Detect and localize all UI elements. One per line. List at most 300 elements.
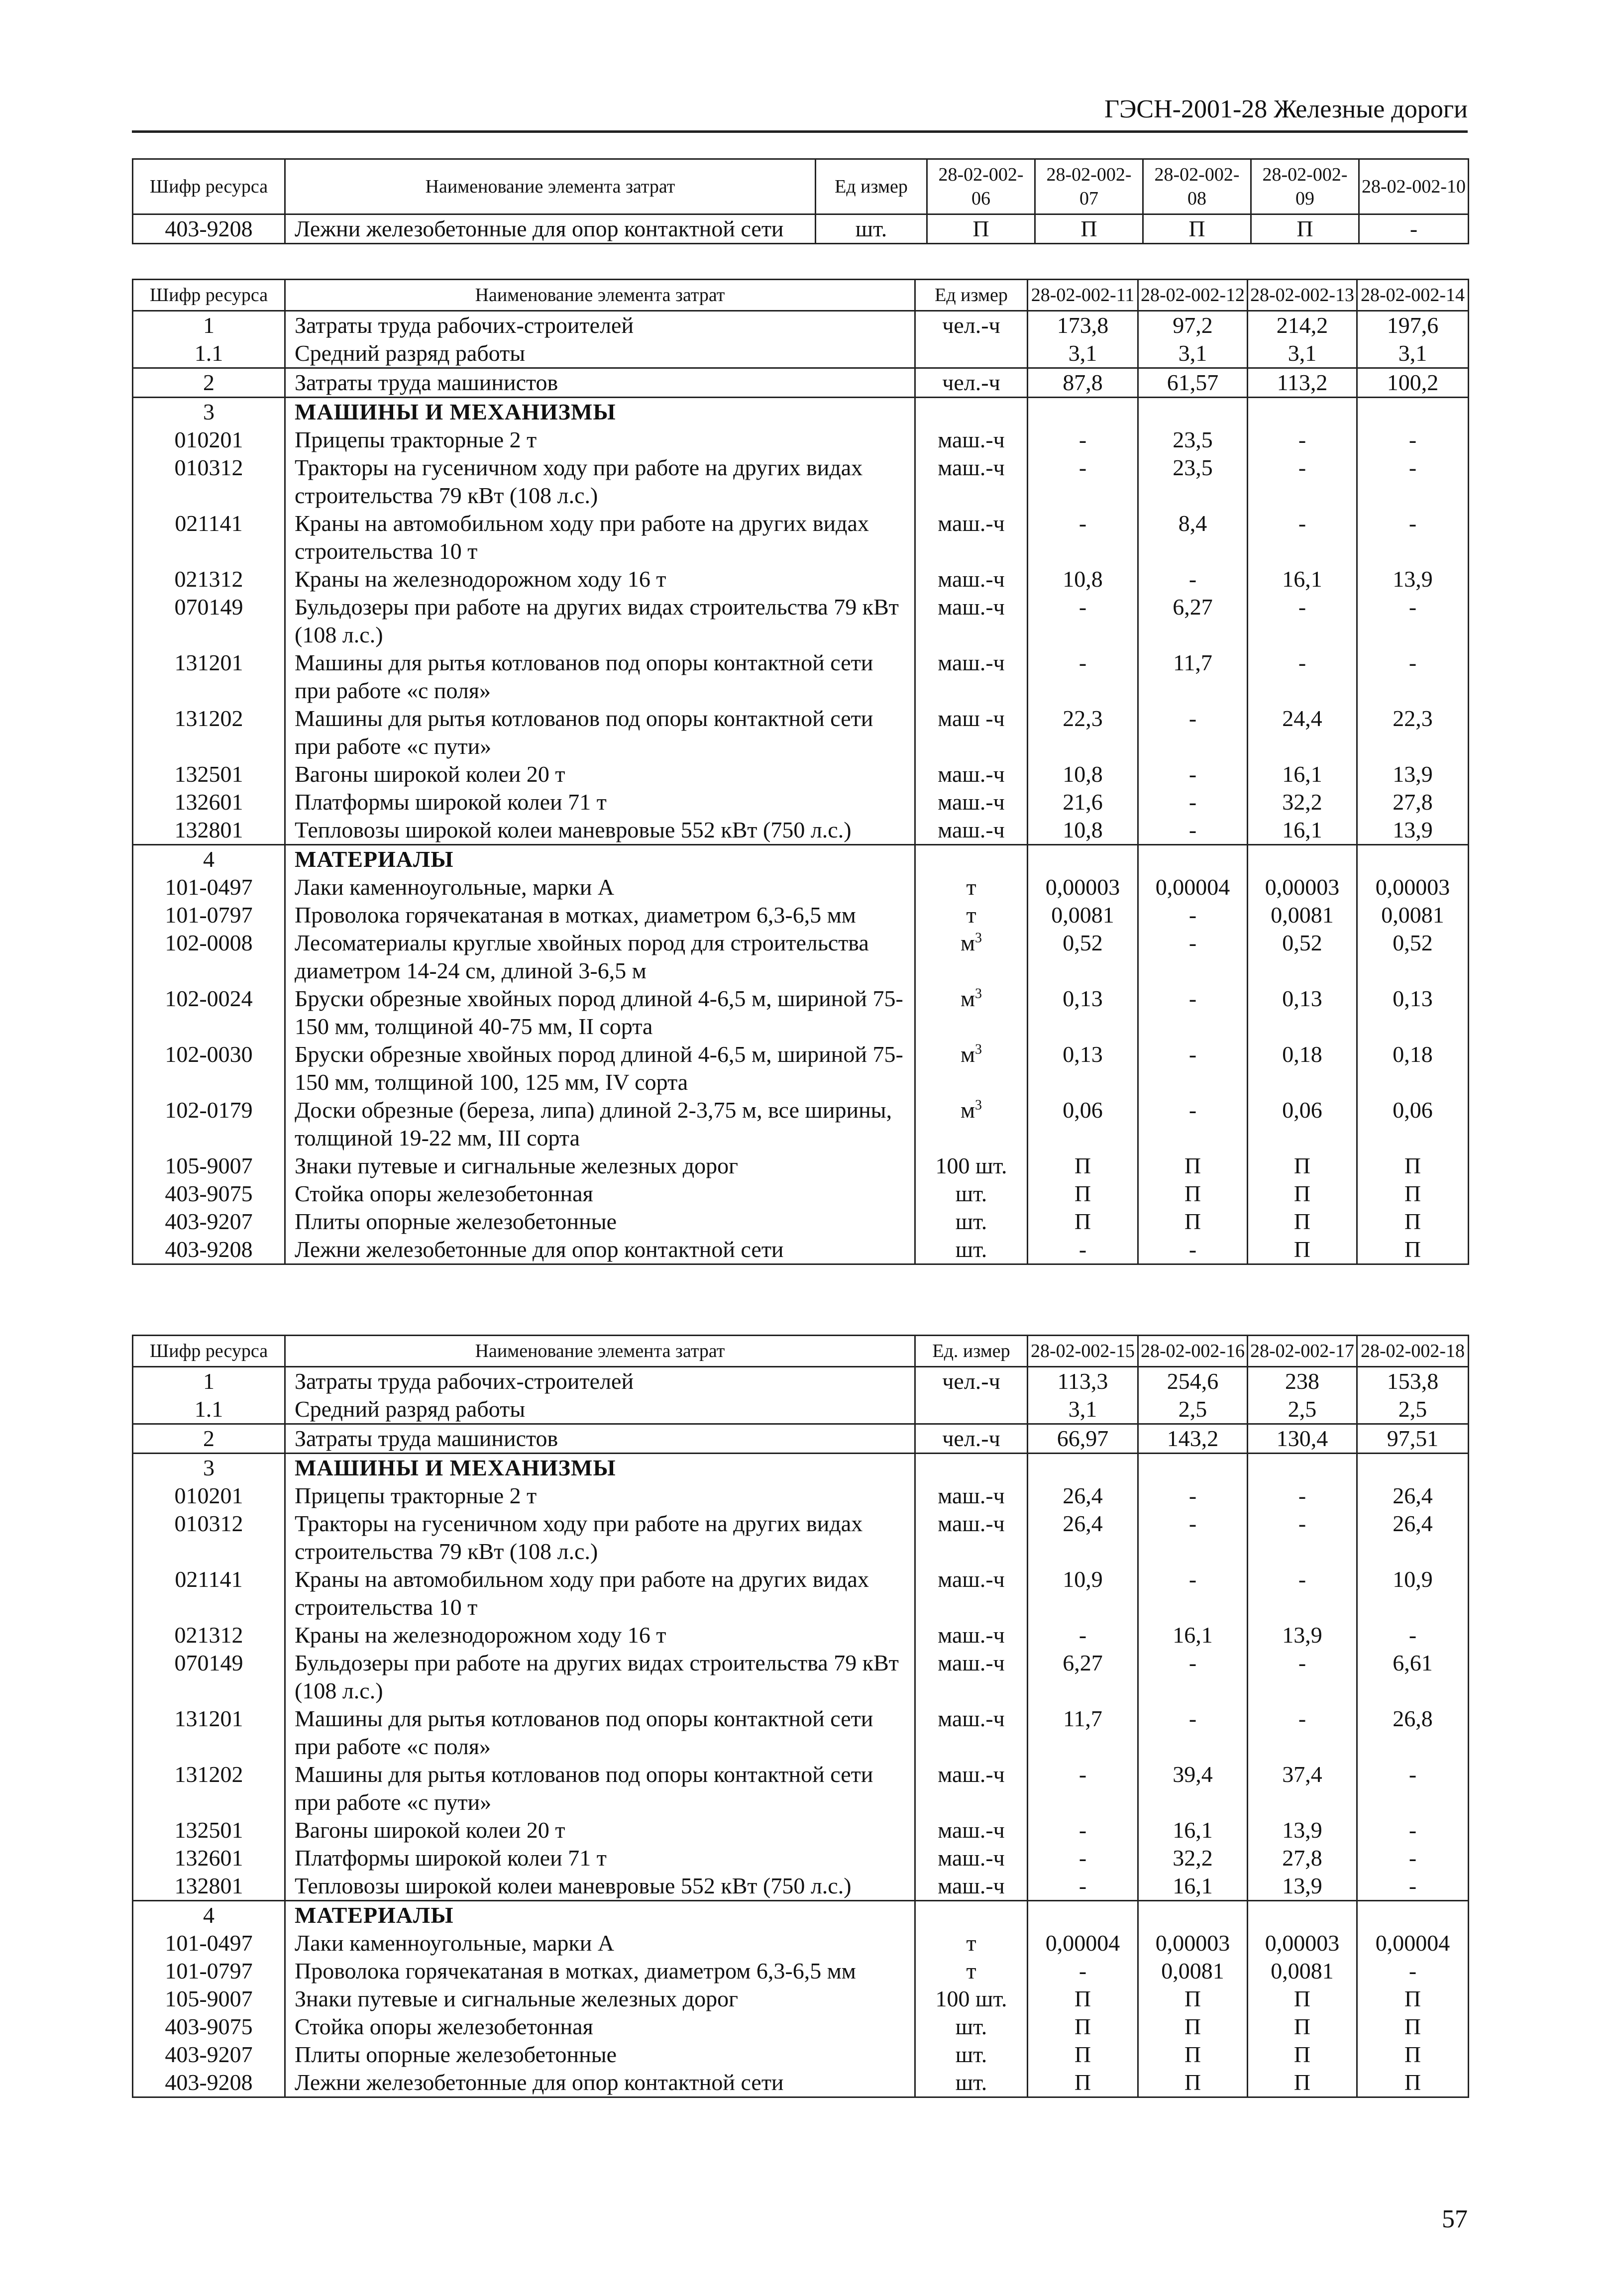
value-cell — [1357, 398, 1469, 426]
cost-element-name: Лежни железобетонные для опор контактной сети — [285, 214, 816, 244]
cost-element-name: Затраты труда машинистов — [285, 1424, 915, 1454]
header-name: Наименование элемента затрат — [285, 159, 816, 214]
value-cell: П — [1138, 2069, 1248, 2097]
value-cell: 113,2 — [1248, 368, 1357, 398]
value-cell: - — [1138, 816, 1248, 845]
value-cell: - — [1028, 1872, 1138, 1901]
value-cell: - — [1028, 1844, 1138, 1872]
header-name: Наименование элемента затрат — [285, 1336, 915, 1367]
value-cell: 130,4 — [1248, 1424, 1357, 1454]
cost-element-name: Проволока горячекатаная в мотках, диаметром 6,3-6,5 мм — [285, 1957, 915, 1985]
table-row — [133, 2041, 1469, 2069]
header-col: 28-02-002-17 — [1248, 1336, 1357, 1367]
value-cell: - — [1357, 454, 1469, 510]
resource-code: 403-9207 — [133, 2041, 285, 2069]
unit: маш.-ч — [915, 1761, 1028, 1816]
unit: шт. — [915, 2069, 1028, 2097]
unit: маш.-ч — [915, 1565, 1028, 1621]
value-cell: П — [1138, 2041, 1248, 2069]
value-cell: 2,5 — [1357, 1395, 1469, 1424]
value-cell: 254,6 — [1138, 1367, 1248, 1396]
value-cell: 0,52 — [1028, 929, 1138, 985]
table-row — [133, 929, 1469, 985]
cost-element-name: Тракторы на гусеничном ходу при работе на других видах строительства 79 кВт (108 л.с.) — [285, 1510, 915, 1565]
cost-element-name: Краны на автомобильном ходу при работе на других видах строительства 10 т — [285, 510, 915, 565]
header-col: 28-02-002-12 — [1138, 280, 1248, 311]
value-cell: П — [1138, 1152, 1248, 1180]
value-cell: 66,97 — [1028, 1424, 1138, 1454]
value-cell: 21,6 — [1028, 788, 1138, 816]
value-cell: 0,0081 — [1028, 901, 1138, 929]
value-cell — [1138, 398, 1248, 426]
header-code: Шифр ресурса — [133, 1336, 285, 1367]
resource-code: 131202 — [133, 705, 285, 760]
header-col: 28-02-002-15 — [1028, 1336, 1138, 1367]
table-row — [133, 760, 1469, 788]
value-cell: 10,8 — [1028, 565, 1138, 593]
table-row — [133, 1180, 1469, 1208]
value-cell: П — [927, 214, 1035, 244]
value-cell: - — [1028, 649, 1138, 705]
value-cell: - — [1138, 1096, 1248, 1152]
value-cell: 143,2 — [1138, 1424, 1248, 1454]
value-cell: 61,57 — [1138, 368, 1248, 398]
table-row — [133, 339, 1469, 368]
unit: маш.-ч — [915, 1844, 1028, 1872]
value-cell: - — [1138, 1649, 1248, 1705]
value-cell: - — [1248, 1482, 1357, 1510]
header-unit: Ед измер — [915, 280, 1028, 311]
cost-element-name: МАТЕРИАЛЫ — [285, 1901, 915, 1930]
resource-code: 403-9075 — [133, 1180, 285, 1208]
cost-table-3 — [132, 1335, 1469, 2098]
table-row — [133, 1929, 1469, 1957]
value-cell: - — [1357, 1621, 1469, 1649]
table-row — [133, 1649, 1469, 1705]
value-cell: П — [1248, 2013, 1357, 2041]
value-cell: 16,1 — [1248, 760, 1357, 788]
value-cell: 3,1 — [1028, 339, 1138, 368]
unit: т — [915, 1929, 1028, 1957]
value-cell: 0,06 — [1248, 1096, 1357, 1152]
value-cell: 16,1 — [1248, 816, 1357, 845]
value-cell: 24,4 — [1248, 705, 1357, 760]
value-cell: 26,8 — [1357, 1705, 1469, 1761]
value-cell: П — [1357, 1985, 1469, 2013]
value-cell: П — [1035, 214, 1143, 244]
resource-code: 102-0024 — [133, 985, 285, 1041]
value-cell: - — [1028, 1816, 1138, 1844]
header-col: 28-02-002-06 — [927, 159, 1035, 214]
value-cell: - — [1138, 760, 1248, 788]
cost-element-name: Лаки каменноугольные, марки А — [285, 873, 915, 901]
value-cell: 23,5 — [1138, 454, 1248, 510]
value-cell: П — [1357, 1152, 1469, 1180]
resource-code: 132501 — [133, 760, 285, 788]
value-cell: - — [1138, 929, 1248, 985]
table-row — [133, 1041, 1469, 1096]
value-cell: 238 — [1248, 1367, 1357, 1396]
cost-element-name: Средний разряд работы — [285, 339, 915, 368]
table-row — [133, 426, 1469, 454]
table-row — [133, 1844, 1469, 1872]
value-cell: 6,61 — [1357, 1649, 1469, 1705]
value-cell: 26,4 — [1028, 1510, 1138, 1565]
unit — [915, 1454, 1028, 1482]
value-cell: - — [1248, 454, 1357, 510]
value-cell: 3,1 — [1357, 339, 1469, 368]
table-row — [133, 2013, 1469, 2041]
value-cell: 3,1 — [1248, 339, 1357, 368]
table-row — [133, 1621, 1469, 1649]
value-cell: П — [1248, 1208, 1357, 1236]
value-cell — [1248, 1454, 1357, 1482]
resource-code: 4 — [133, 845, 285, 874]
resource-code: 010201 — [133, 1482, 285, 1510]
value-cell: 6,27 — [1028, 1649, 1138, 1705]
value-cell: 22,3 — [1028, 705, 1138, 760]
resource-code: 021312 — [133, 565, 285, 593]
value-cell: П — [1138, 1985, 1248, 2013]
table-row — [133, 1152, 1469, 1180]
value-cell: - — [1357, 426, 1469, 454]
resource-code: 010312 — [133, 454, 285, 510]
resource-code: 021141 — [133, 510, 285, 565]
table-row — [133, 649, 1469, 705]
cost-element-name: Прицепы тракторные 2 т — [285, 1482, 915, 1510]
unit: чел.-ч — [915, 1367, 1028, 1396]
resource-code: 403-9208 — [133, 2069, 285, 2097]
resource-code: 132801 — [133, 816, 285, 845]
value-cell: 2,5 — [1138, 1395, 1248, 1424]
page-number: 57 — [1442, 2205, 1468, 2233]
value-cell — [1138, 1454, 1248, 1482]
cost-element-name: Вагоны широкой колеи 20 т — [285, 760, 915, 788]
value-cell: 2,5 — [1248, 1395, 1357, 1424]
value-cell: 16,1 — [1248, 565, 1357, 593]
cost-element-name: Краны на железнодорожном ходу 16 т — [285, 565, 915, 593]
table-row — [133, 788, 1469, 816]
cost-element-name: Знаки путевые и сигнальные железных дорог — [285, 1985, 915, 2013]
unit-superscript: 3 — [975, 986, 982, 1002]
value-cell: - — [1028, 1621, 1138, 1649]
unit: маш.-ч — [915, 565, 1028, 593]
value-cell: 0,0081 — [1357, 901, 1469, 929]
unit: маш.-ч — [915, 1816, 1028, 1844]
value-cell: - — [1248, 1649, 1357, 1705]
resource-code: 403-9075 — [133, 2013, 285, 2041]
resource-code: 1 — [133, 311, 285, 340]
cost-element-name: Знаки путевые и сигнальные железных дорог — [285, 1152, 915, 1180]
value-cell: 37,4 — [1248, 1761, 1357, 1816]
resource-code: 131201 — [133, 1705, 285, 1761]
cost-element-name: Платформы широкой колеи 71 т — [285, 1844, 915, 1872]
value-cell: 0,06 — [1357, 1096, 1469, 1152]
unit: маш.-ч — [915, 760, 1028, 788]
value-cell: П — [1143, 214, 1251, 244]
table-row — [133, 1367, 1469, 1396]
value-cell: 0,0081 — [1248, 901, 1357, 929]
cost-element-name: Лесоматериалы круглые хвойных пород для строительства диаметром 14-24 см, длиной 3-6,5 м — [285, 929, 915, 985]
value-cell: - — [1248, 1565, 1357, 1621]
cost-element-name: Бруски обрезные хвойных пород длиной 4-6,5 м, шириной 75-150 мм, толщиной 40-75 мм, II сорта — [285, 985, 915, 1041]
table-row — [133, 1510, 1469, 1565]
value-cell: 22,3 — [1357, 705, 1469, 760]
value-cell: П — [1357, 2041, 1469, 2069]
value-cell: 0,00004 — [1357, 1929, 1469, 1957]
table-row — [133, 1236, 1469, 1264]
value-cell: 0,00003 — [1248, 1929, 1357, 1957]
table-row — [133, 1872, 1469, 1901]
header-col: 28-02-002-16 — [1138, 1336, 1248, 1367]
unit: маш.-ч — [915, 454, 1028, 510]
value-cell: - — [1138, 1482, 1248, 1510]
value-cell: П — [1248, 2069, 1357, 2097]
resource-code: 010201 — [133, 426, 285, 454]
cost-element-name: Тракторы на гусеничном ходу при работе на других видах строительства 79 кВт (108 л.с.) — [285, 454, 915, 510]
value-cell: 97,2 — [1138, 311, 1248, 340]
value-cell: 0,0081 — [1138, 1957, 1248, 1985]
value-cell — [1248, 845, 1357, 874]
cost-element-name: Лежни железобетонные для опор контактной сети — [285, 1236, 915, 1264]
value-cell: - — [1138, 565, 1248, 593]
value-cell: - — [1357, 1957, 1469, 1985]
resource-code: 403-9208 — [133, 1236, 285, 1264]
cost-element-name: МАТЕРИАЛЫ — [285, 845, 915, 874]
unit: маш.-ч — [915, 1621, 1028, 1649]
value-cell: 27,8 — [1357, 788, 1469, 816]
value-cell: - — [1357, 1816, 1469, 1844]
value-cell: - — [1028, 593, 1138, 649]
value-cell: 13,9 — [1248, 1872, 1357, 1901]
value-cell: - — [1248, 1510, 1357, 1565]
resource-code: 101-0797 — [133, 1957, 285, 1985]
table-row — [133, 311, 1469, 340]
cost-element-name: Краны на железнодорожном ходу 16 т — [285, 1621, 915, 1649]
value-cell: 10,9 — [1357, 1565, 1469, 1621]
table-row — [133, 214, 1469, 244]
cost-element-name: МАШИНЫ И МЕХАНИЗМЫ — [285, 398, 915, 426]
value-cell: - — [1357, 1844, 1469, 1872]
unit-superscript: 3 — [975, 1097, 982, 1113]
cost-table-2 — [132, 279, 1469, 1265]
value-cell: - — [1138, 788, 1248, 816]
resource-code: 105-9007 — [133, 1152, 285, 1180]
unit: чел.-ч — [915, 311, 1028, 340]
value-cell: 13,9 — [1248, 1621, 1357, 1649]
table-row — [133, 901, 1469, 929]
section-row — [133, 1901, 1469, 1930]
value-cell: 23,5 — [1138, 426, 1248, 454]
value-cell: 10,8 — [1028, 816, 1138, 845]
header-unit: Ед измер — [816, 159, 927, 214]
value-cell: 39,4 — [1138, 1761, 1248, 1816]
value-cell — [1357, 845, 1469, 874]
value-cell: П — [1248, 1180, 1357, 1208]
unit-superscript: 3 — [975, 930, 982, 946]
header-name: Наименование элемента затрат — [285, 280, 915, 311]
table-row — [133, 565, 1469, 593]
page-header: ГЭСН-2001-28 Железные дороги — [1104, 95, 1468, 123]
value-cell: 0,06 — [1028, 1096, 1138, 1152]
value-cell: 0,00004 — [1138, 873, 1248, 901]
cost-element-name: Лаки каменноугольные, марки А — [285, 1929, 915, 1957]
resource-code: 021312 — [133, 1621, 285, 1649]
unit-superscript: 3 — [975, 1042, 982, 1057]
cost-element-name: Плиты опорные железобетонные — [285, 2041, 915, 2069]
cost-element-name: Машины для рытья котлованов под опоры контактной сети при работе «с поля» — [285, 649, 915, 705]
value-cell: П — [1028, 1208, 1138, 1236]
value-cell: 32,2 — [1138, 1844, 1248, 1872]
table-row — [133, 1096, 1469, 1152]
unit: $м^3$ — [915, 1041, 1028, 1096]
unit: маш.-ч — [915, 816, 1028, 845]
table-body — [133, 1367, 1469, 2097]
header-col: 28-02-002-14 — [1357, 280, 1469, 311]
value-cell: П — [1028, 2069, 1138, 2097]
unit: шт. — [816, 214, 927, 244]
resource-code: 010312 — [133, 1510, 285, 1565]
unit: маш.-ч — [915, 788, 1028, 816]
value-cell: - — [1028, 454, 1138, 510]
value-cell: - — [1138, 985, 1248, 1041]
header-col: 28-02-002-09 — [1251, 159, 1359, 214]
table-row — [133, 816, 1469, 845]
value-cell: 13,9 — [1357, 565, 1469, 593]
table-body — [133, 214, 1469, 244]
table-row — [133, 368, 1469, 398]
value-cell — [1028, 398, 1138, 426]
cost-element-name: Машины для рытья котлованов под опоры контактной сети при работе «с поля» — [285, 1705, 915, 1761]
unit: маш.-ч — [915, 593, 1028, 649]
unit: чел.-ч — [915, 1424, 1028, 1454]
table-row — [133, 1816, 1469, 1844]
cost-element-name: Лежни железобетонные для опор контактной сети — [285, 2069, 915, 2097]
value-cell: П — [1357, 2069, 1469, 2097]
unit — [915, 1901, 1028, 1930]
value-cell: П — [1028, 1180, 1138, 1208]
value-cell: 0,18 — [1248, 1041, 1357, 1096]
value-cell: 0,13 — [1248, 985, 1357, 1041]
unit: маш -ч — [915, 705, 1028, 760]
value-cell: 0,13 — [1028, 1041, 1138, 1096]
value-cell: 0,13 — [1357, 985, 1469, 1041]
value-cell: П — [1251, 214, 1359, 244]
unit: маш.-ч — [915, 1872, 1028, 1901]
value-cell: 3,1 — [1138, 339, 1248, 368]
cost-element-name: Краны на автомобильном ходу при работе на других видах строительства 10 т — [285, 1565, 915, 1621]
table-row — [133, 1424, 1469, 1454]
value-cell: 11,7 — [1138, 649, 1248, 705]
resource-code: 2 — [133, 368, 285, 398]
cost-element-name: Вагоны широкой колеи 20 т — [285, 1816, 915, 1844]
value-cell: 0,52 — [1248, 929, 1357, 985]
value-cell: 13,9 — [1248, 1816, 1357, 1844]
value-cell: 0,52 — [1357, 929, 1469, 985]
resource-code: 021141 — [133, 1565, 285, 1621]
value-cell: - — [1028, 1761, 1138, 1816]
unit — [915, 398, 1028, 426]
value-cell: 87,8 — [1028, 368, 1138, 398]
header-rule — [132, 130, 1468, 133]
unit: т — [915, 901, 1028, 929]
value-cell: - — [1357, 510, 1469, 565]
value-cell: П — [1138, 1208, 1248, 1236]
resource-code: 1.1 — [133, 1395, 285, 1424]
resource-code: 070149 — [133, 593, 285, 649]
table-row — [133, 873, 1469, 901]
value-cell: 32,2 — [1248, 788, 1357, 816]
cost-table-1 — [132, 158, 1469, 244]
unit: $м^3$ — [915, 929, 1028, 985]
value-cell: 173,8 — [1028, 311, 1138, 340]
value-cell — [1357, 1454, 1469, 1482]
cost-element-name: Затраты труда рабочих-строителей — [285, 311, 915, 340]
resource-code: 3 — [133, 1454, 285, 1482]
cost-element-name: Тепловозы широкой колеи маневровые 552 кВт (750 л.с.) — [285, 1872, 915, 1901]
value-cell: 3,1 — [1028, 1395, 1138, 1424]
cost-element-name: Бруски обрезные хвойных пород длиной 4-6,5 м, шириной 75-150 мм, толщиной 100, 125 мм, IV сорта — [285, 1041, 915, 1096]
resource-code: 1 — [133, 1367, 285, 1396]
value-cell: 0,00003 — [1357, 873, 1469, 901]
unit: маш.-ч — [915, 1482, 1028, 1510]
value-cell: 0,13 — [1028, 985, 1138, 1041]
resource-code: 102-0179 — [133, 1096, 285, 1152]
cost-element-name: Машины для рытья котлованов под опоры контактной сети при работе «с пути» — [285, 705, 915, 760]
resource-code: 1.1 — [133, 339, 285, 368]
value-cell: 13,9 — [1357, 760, 1469, 788]
value-cell — [1028, 845, 1138, 874]
value-cell: 6,27 — [1138, 593, 1248, 649]
cost-element-name: Проволока горячекатаная в мотках, диаметром 6,3-6,5 мм — [285, 901, 915, 929]
value-cell: - — [1357, 1761, 1469, 1816]
table-row — [133, 510, 1469, 565]
unit — [915, 1395, 1028, 1424]
unit: шт. — [915, 1236, 1028, 1264]
cost-element-name: Доски обрезные (береза, липа) длиной 2-3,75 м, все ширины, толщиной 19-22 мм, III сорта — [285, 1096, 915, 1152]
value-cell: П — [1357, 1236, 1469, 1264]
value-cell: - — [1138, 1565, 1248, 1621]
cost-element-name: Плиты опорные железобетонные — [285, 1208, 915, 1236]
value-cell: - — [1138, 1041, 1248, 1096]
header-col: 28-02-002-13 — [1248, 280, 1357, 311]
value-cell — [1028, 1901, 1138, 1930]
section-row — [133, 845, 1469, 874]
resource-code: 105-9007 — [133, 1985, 285, 2013]
cost-element-name: Машины для рытья котлованов под опоры контактной сети при работе «с пути» — [285, 1761, 915, 1816]
value-cell: - — [1248, 649, 1357, 705]
cost-element-name: Средний разряд работы — [285, 1395, 915, 1424]
value-cell: 8,4 — [1138, 510, 1248, 565]
unit — [915, 339, 1028, 368]
unit: 100 шт. — [915, 1985, 1028, 2013]
unit: чел.-ч — [915, 368, 1028, 398]
value-cell: П — [1138, 2013, 1248, 2041]
cost-element-name: Затраты труда рабочих-строителей — [285, 1367, 915, 1396]
unit: $м^3$ — [915, 1096, 1028, 1152]
value-cell: - — [1028, 1957, 1138, 1985]
header-col: 28-02-002-11 — [1028, 280, 1138, 311]
value-cell: 0,18 — [1357, 1041, 1469, 1096]
table-row — [133, 705, 1469, 760]
value-cell — [1248, 1901, 1357, 1930]
table-row — [133, 454, 1469, 510]
table-row — [133, 1985, 1469, 2013]
resource-code: 403-9207 — [133, 1208, 285, 1236]
resource-code: 4 — [133, 1901, 285, 1930]
value-cell: 214,2 — [1248, 311, 1357, 340]
value-cell — [1138, 845, 1248, 874]
